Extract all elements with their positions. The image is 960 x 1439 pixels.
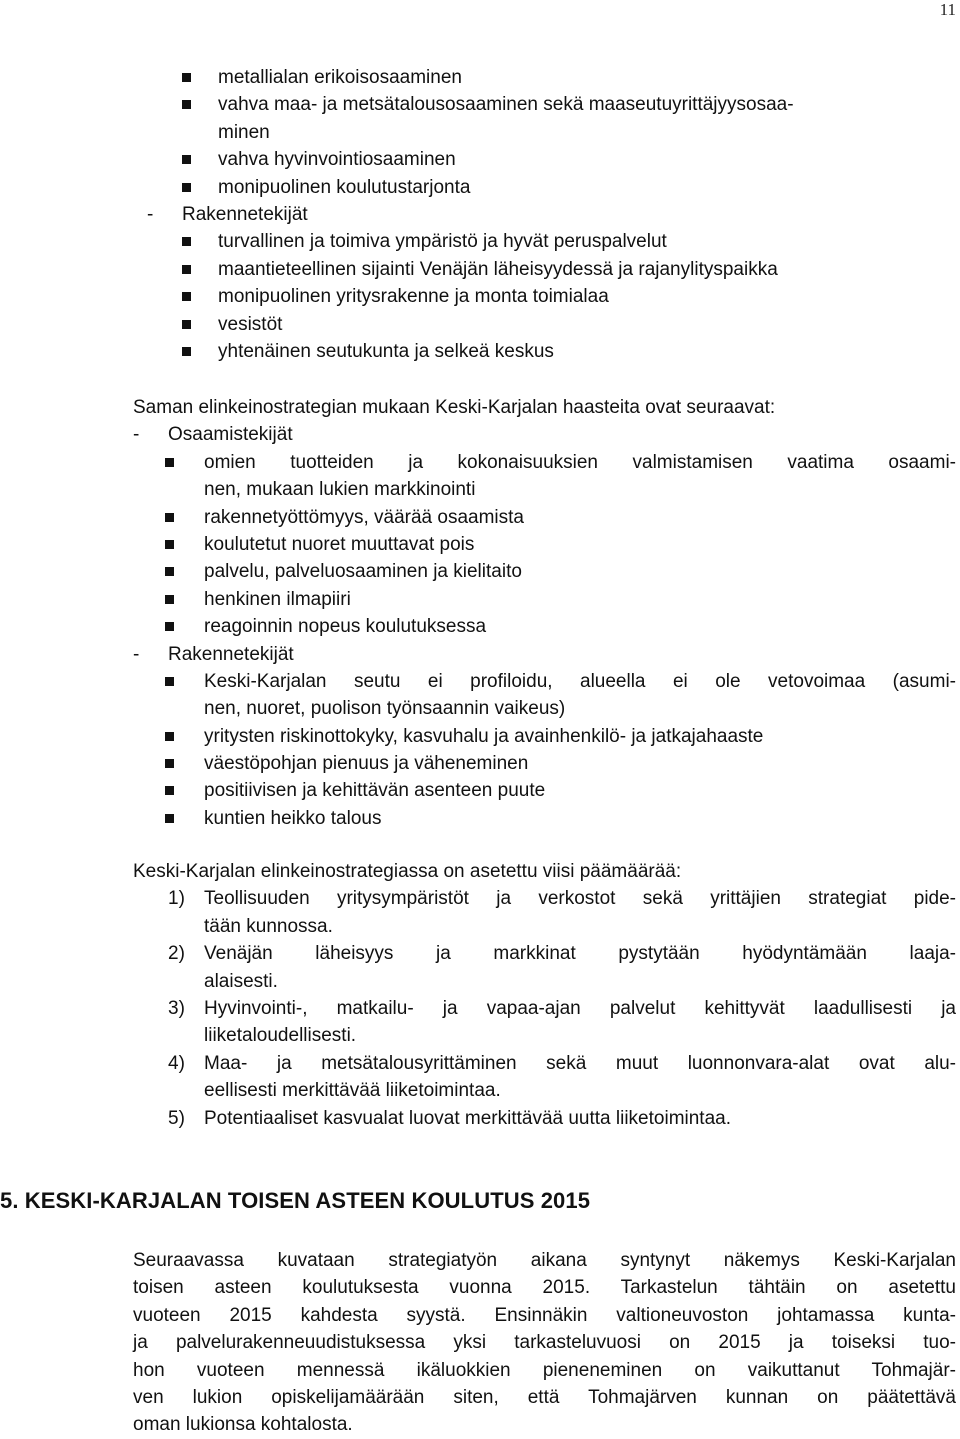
list-item [0,531,960,558]
paragraph-line: ja palvelurakenneuudistuksessa yksi tarkasteluvuosi on 2015 ja toiseksi tuo- [133,1332,956,1354]
list-item [0,723,960,750]
list-item [0,228,960,255]
list-item [0,174,960,201]
list-item-text: monipuolinen yritysrakenne ja monta toimialaa [218,286,609,308]
dash-item-label: Osaamistekijät [168,424,293,446]
goal-number: 4) [168,1052,185,1074]
paragraph-line: ven lukion opiskelijamäärään siten, että Tohmajärven kunnan on päätettävä [133,1386,956,1408]
goal-text: tään kunnossa. [204,915,333,937]
list-item [0,504,960,531]
list-item [0,750,960,777]
square-bullet-icon [165,677,174,686]
square-bullet-icon [182,73,191,82]
list-item [0,558,960,585]
list-item-text: vesistöt [218,313,283,335]
list-item [0,311,960,338]
list-item-text: koulutetut nuoret muuttavat pois [204,533,475,555]
square-bullet-icon [182,100,191,109]
list-item-text: rakennetyöttömyys, väärää osaamista [204,506,524,528]
list-item [0,805,960,832]
goal-item [0,995,960,1050]
goal-item [0,940,960,995]
square-bullet-icon [182,320,191,329]
goal-number: 1) [168,888,185,910]
list-item-text: maantieteellinen sijainti Venäjän läheisyydessä ja rajanylityspaikka [218,258,778,280]
goal-item [0,1050,960,1105]
dash-marker: - [133,424,140,446]
dash-item [0,641,960,668]
list-item-text: henkinen ilmapiiri [204,588,351,610]
goal-text: alaisesti. [204,970,278,992]
list-item-text: monipuolinen koulutustarjonta [218,176,471,198]
square-bullet-icon [182,265,191,274]
list-item-text: omien tuotteiden ja kokonaisuuksien valmistamisen vaatima osaami- [204,451,956,473]
square-bullet-icon [165,622,174,631]
list-item [0,146,960,173]
list-item-text: turvallinen ja toimiva ympäristö ja hyvät peruspalvelut [218,231,667,253]
goal-number: 3) [168,997,185,1019]
goal-text: Hyvinvointi-, matkailu- ja vapaa-ajan palvelut kehittyvät laadullisesti ja [204,997,956,1019]
list-item [0,256,960,283]
list-item [0,586,960,613]
square-bullet-icon [165,786,174,795]
list-item-text: positiivisen ja kehittävän asenteen puute [204,780,546,802]
list-item-text: yhtenäinen seutukunta ja selkeä keskus [218,340,554,362]
dash-item-label: Rakennetekijät [182,203,308,225]
square-bullet-icon [182,347,191,356]
square-bullet-icon [165,540,174,549]
dash-marker: - [133,643,140,665]
paragraph-line: toisen asteen koulutuksesta vuonna 2015. Tarkastelun tähtäin on asetettu [133,1277,956,1299]
list-item-text: nen, mukaan lukien markkinointi [204,479,476,501]
list-item [0,449,960,504]
dash-marker: - [147,203,154,225]
goal-number: 5) [168,1107,185,1129]
goals-section [0,858,960,1132]
square-bullet-icon [165,814,174,823]
section-paragraph [0,1247,960,1439]
intro-text: Saman elinkeinostrategian mukaan Keski-Karjalan haasteita ovat seuraavat: [133,397,776,418]
list-item [0,283,960,310]
square-bullet-icon [165,759,174,768]
list-item [0,91,960,118]
list-item-text: kuntien heikko talous [204,807,382,829]
list-item-text: vahva hyvinvointiosaaminen [218,149,456,171]
strengths-list [0,64,960,365]
goal-item [0,885,960,940]
list-item-text: palvelu, palveluosaaminen ja kielitaito [204,561,522,583]
list-item [0,338,960,365]
list-item-text: reagoinnin nopeus koulutuksessa [204,616,487,638]
challenges-intro [0,394,960,421]
square-bullet-icon [182,292,191,301]
dash-item-label: Rakennetekijät [168,643,294,665]
list-item-text: nen, nuoret, puolison työnsaannin vaikeus) [204,698,566,720]
section-heading: 5. KESKI-KARJALAN TOISEN ASTEEN KOULUTUS 2015 [0,1188,591,1213]
paragraph-line: Seuraavassa kuvataan strategiatyön aikana syntynyt näkemys Keski-Karjalan [133,1250,956,1271]
goal-text: Venäjän läheisyys ja markkinat pystytään hyödyntämään laaja- [204,943,956,965]
paragraph-line: oman lukionsa kohtalosta. [133,1414,353,1436]
dash-item [0,421,960,448]
square-bullet-icon [182,237,191,246]
list-item-text: vahva maa- ja metsätalousosaaminen sekä maaseutuyrittäjyysosaa- [218,94,794,116]
list-item-text: Keski-Karjalan seutu ei profiloidu, alueella ei ole vetovoimaa (asumi- [204,670,956,692]
list-item-text: metallialan erikoisosaaminen [218,67,462,88]
square-bullet-icon [182,155,191,164]
list-item-text: yritysten riskinottokyky, kasvuhalu ja avainhenkilö- ja jatkajahaaste [204,725,764,747]
goal-number: 2) [168,943,185,965]
goal-text: Maa- ja metsätalousyrittäminen sekä muut luonnonvara-alat ovat alu- [204,1052,956,1074]
paragraph-line: hon vuoteen mennessä ikäluokkien pieneneminen on vaikuttanut Tohmajär- [133,1359,956,1381]
square-bullet-icon [165,458,174,467]
square-bullet-icon [165,513,174,522]
intro-text: Keski-Karjalan elinkeinostrategiassa on asetettu viisi päämäärää: [133,861,682,882]
goals-intro [0,858,960,885]
challenges-section [0,394,960,832]
square-bullet-icon [165,567,174,576]
goal-text: liiketaloudellisesti. [204,1025,357,1047]
list-item [0,613,960,640]
paragraph-line: vuoteen 2015 kahdesta syystä. Ensinnäkin valtioneuvoston johtamassa kunta- [133,1304,956,1326]
goal-item [0,1105,960,1132]
goal-text: eellisesti merkittävää liiketoimintaa. [204,1080,501,1102]
square-bullet-icon [165,732,174,741]
goal-text: Potentiaaliset kasvualat luovat merkittävää uutta liiketoimintaa. [204,1107,731,1129]
square-bullet-icon [165,595,174,604]
list-item [0,777,960,804]
list-item-text: väestöpohjan pienuus ja väheneminen [204,753,529,775]
list-item [0,668,960,723]
list-item-text: minen [218,121,270,143]
page-number: 11 [939,0,956,19]
list-item [0,64,960,91]
list-item-continuation [0,119,960,146]
square-bullet-icon [182,183,191,192]
dash-item [0,201,960,228]
goal-text: Teollisuuden yritysympäristöt ja verkostot sekä yrittäjien strategiat pide- [204,888,956,910]
